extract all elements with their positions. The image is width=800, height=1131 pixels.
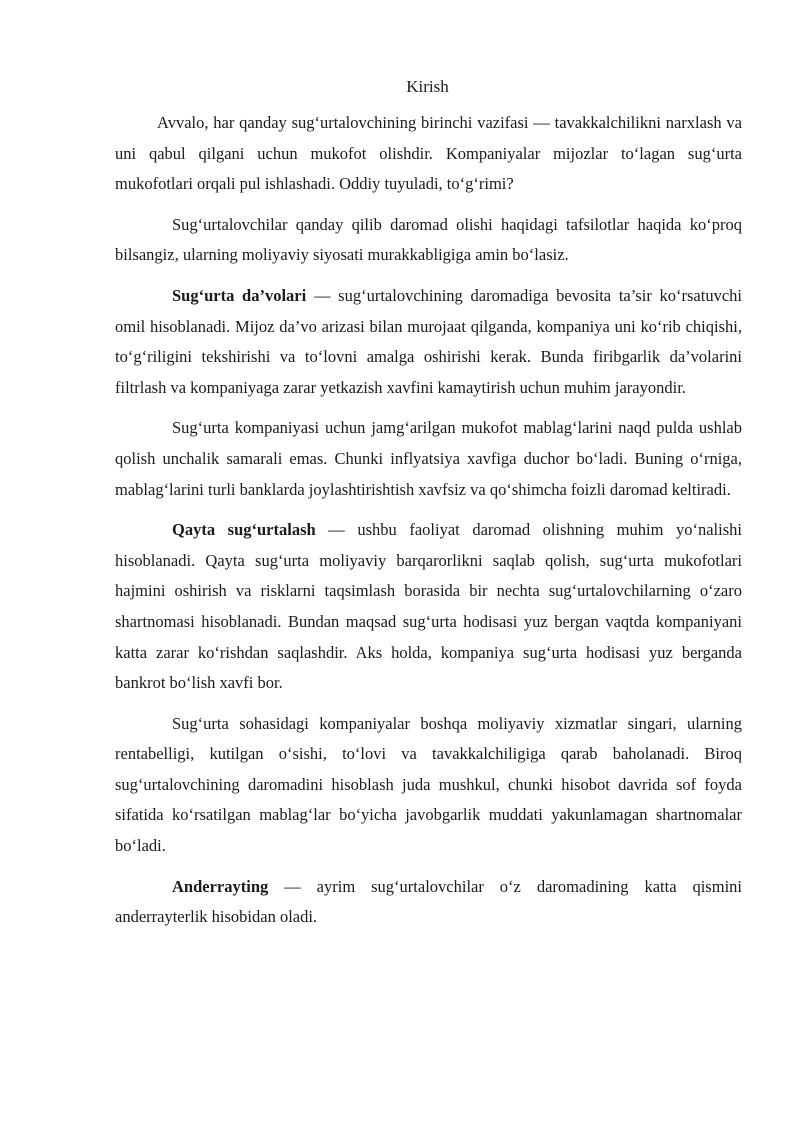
term-heading: Anderrayting bbox=[172, 876, 269, 896]
paragraph-text: — ushbu faoliyat daromad olishning muhim yo‘nalishi hisoblanadi. Qayta sug‘urta moliyaviy barqarorlikni saqlab qolish, sug‘urta mukofotlari hajmini oshirish va risklarni taqsimlash borasida bir nechta sug‘urtalovchilarning o‘zaro shartnomasi hisoblanadi. Bundan maqsad sug‘urta hodisasi yuz bergan vaqtda kompaniyani katta zarar ko‘rishdan saqlashdir. Aks holda, kompaniya sug‘urta hodisasi yuz berganda bankrot bo‘lish xavfi bor. bbox=[115, 520, 742, 693]
paragraph-text: Sug‘urta sohasidagi kompaniyalar boshqa moliyaviy xizmatlar singari, ularning rentabelligi, kutilgan o‘sishi, to‘lovi va tavakkalchiligiga qarab baholanadi. Biroq sug‘urtalovchining daromadini hisoblash juda mushkul, chunki hisobot davrida sof foyda sifatida ko‘rsatilgan mablag‘lar bo‘yicha javobgarlik muddati yakunlamagan shartnomalar bo‘ladi. bbox=[115, 713, 742, 856]
paragraph-reinsurance bbox=[115, 515, 742, 699]
term-heading: Qayta sug‘urtalash bbox=[172, 520, 316, 540]
paragraph-policy bbox=[115, 210, 742, 271]
paragraph-text: — ayrim sug‘urtalovchilar o‘z daromadining katta qismini anderrayterlik hisobidan oladi. bbox=[115, 876, 742, 927]
paragraph-text: Sug‘urtalovchilar qanday qilib daromad olishi haqidagi tafsilotlar haqida ko‘proq bilsangiz, ularning moliyaviy siyosati murakkabligiga amin bo‘lasiz. bbox=[115, 214, 742, 265]
document-body bbox=[115, 108, 742, 943]
paragraph-underwriting bbox=[115, 872, 742, 933]
paragraph-evaluation bbox=[115, 709, 742, 862]
paragraph-text: Sug‘urta kompaniyasi uchun jamg‘arilgan mukofot mablag‘larini naqd pulda ushlab qolish unchalik samarali emas. Chunki inflyatsiya xavfiga duchor bo‘ladi. Buning o‘rniga, mablag‘larini turli banklarda joylashtirishtish xavfsiz va qo‘shimcha foizli daromad keltiradi. bbox=[115, 418, 742, 499]
paragraph-text: — sug‘urtalovchining daromadiga bevosita ta’sir ko‘rsatuvchi omil hisoblanadi. Mijoz da’vo arizasi bilan murojaat qilganda, kompaniya uni ko‘rib chiqishi, to‘g‘riligini tekshirishi va to‘lovni amalga oshirishi kerak. Bunda firibgarlik da’volarini filtrlash va kompaniyaga zarar yetkazish xavfini kamaytirish uchun muhim jarayondir. bbox=[115, 285, 743, 397]
paragraph-text: Avvalo, har qanday sug‘urtalovchining birinchi vazifasi — tavakkalchilikni narxlash va uni qabul qilgani uchun mukofot olishdir. Kompaniyalar mijozlar to‘lagan sug‘urta mukofotlari orqali pul ishlashadi. Oddiy tuyuladi, to‘g‘rimi? bbox=[115, 113, 742, 194]
page-title: Kirish bbox=[406, 77, 449, 96]
paragraph-premium-funds bbox=[115, 413, 742, 505]
paragraph-insurance-claims bbox=[115, 281, 742, 403]
term-heading: Sug‘urta da’volari bbox=[172, 285, 307, 305]
paragraph-intro bbox=[115, 108, 742, 200]
